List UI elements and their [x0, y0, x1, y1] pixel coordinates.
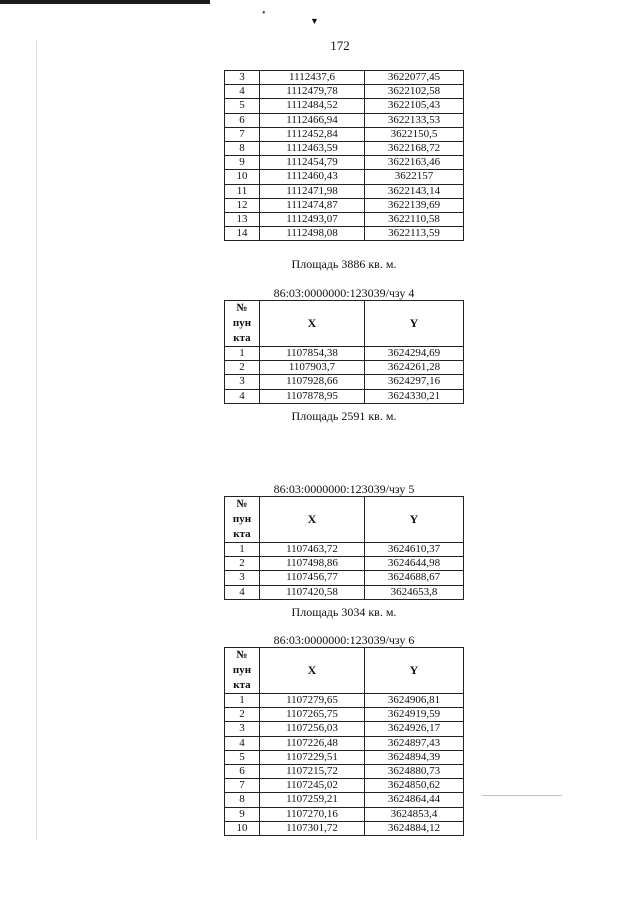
y-coordinate-cell: 3624864,44 [365, 793, 464, 807]
x-coordinate-cell: 1112466,94 [260, 113, 365, 127]
x-coordinate-cell: 1107270,16 [260, 807, 365, 821]
table-row [225, 389, 464, 403]
table-row [225, 793, 464, 807]
y-coordinate-cell: 3622133,53 [365, 113, 464, 127]
point-number-cell: 5 [225, 99, 260, 113]
x-coordinate-cell: 1107265,75 [260, 708, 365, 722]
x-coordinate-cell: 1112437,6 [260, 71, 365, 85]
x-coordinate-cell: 1112452,84 [260, 127, 365, 141]
y-coordinate-cell: 3624850,62 [365, 779, 464, 793]
point-number-cell: 3 [225, 375, 260, 389]
y-coordinate-cell: 3624297,16 [365, 375, 464, 389]
x-coordinate-cell: 1107420,58 [260, 585, 365, 599]
area-caption-1: Площадь 3886 кв. м. [291, 257, 397, 271]
x-coordinate-cell: 1107245,02 [260, 779, 365, 793]
table-row [225, 722, 464, 736]
x-coordinate-cell: 1107226,48 [260, 736, 365, 750]
point-number-cell: 9 [225, 156, 260, 170]
point-number-cell: 2 [225, 361, 260, 375]
x-coordinate-cell: 1107928,66 [260, 375, 365, 389]
x-coordinate-cell: 1112479,78 [260, 85, 365, 99]
x-coordinate-cell: 1112463,59 [260, 142, 365, 156]
x-coordinate-cell: 1107498,86 [260, 557, 365, 571]
scan-artifact-right [482, 795, 562, 796]
point-number-cell: 10 [225, 170, 260, 184]
coordinates-table-1 [224, 70, 464, 241]
point-number-cell: 2 [225, 557, 260, 571]
table-row [225, 184, 464, 198]
point-number-cell: 4 [225, 85, 260, 99]
table-row [225, 142, 464, 156]
y-coordinate-cell: 3622110,58 [365, 213, 464, 227]
table-row [225, 779, 464, 793]
table-row [225, 736, 464, 750]
header-mark-arrow: ▼ [310, 16, 319, 26]
coordinates-table-4 [224, 300, 464, 404]
scan-artifact-left [36, 40, 37, 840]
table-row [225, 213, 464, 227]
coordinates-table-4-body [225, 347, 464, 404]
column-header-y: Y [365, 301, 464, 347]
coordinates-table-5 [224, 496, 464, 600]
area-caption-4: Площадь 2591 кв. м. [291, 409, 397, 423]
area-caption-5: Площадь 3034 кв. м. [291, 605, 397, 619]
parcel-heading-5: 86:03:0000000:123039/чзу 5 [273, 482, 415, 496]
y-coordinate-cell: 3624906,81 [365, 694, 464, 708]
table-row [225, 156, 464, 170]
point-number-cell: 4 [225, 736, 260, 750]
x-coordinate-cell: 1112460,43 [260, 170, 365, 184]
x-coordinate-cell: 1107256,03 [260, 722, 365, 736]
x-coordinate-cell: 1107259,21 [260, 793, 365, 807]
point-number-cell: 4 [225, 585, 260, 599]
parcel-heading-6: 86:03:0000000:123039/чзу 6 [273, 633, 415, 647]
column-header-num-label: № пун кта [232, 649, 252, 691]
y-coordinate-cell: 3622163,46 [365, 156, 464, 170]
table-row [225, 557, 464, 571]
point-number-cell: 12 [225, 198, 260, 212]
point-number-cell: 3 [225, 71, 260, 85]
y-coordinate-cell: 3624926,17 [365, 722, 464, 736]
table-row [225, 821, 464, 835]
point-number-cell: 5 [225, 750, 260, 764]
parcel-heading-4: 86:03:0000000:123039/чзу 4 [273, 286, 415, 300]
table-row [225, 198, 464, 212]
table-row [225, 375, 464, 389]
table-row [225, 750, 464, 764]
y-coordinate-cell: 3622150,5 [365, 127, 464, 141]
point-number-cell: 7 [225, 779, 260, 793]
column-header-x: X [260, 648, 365, 694]
y-coordinate-cell: 3622113,59 [365, 227, 464, 241]
column-header-num [225, 648, 260, 694]
scan-top-bar [0, 0, 210, 4]
table-row [225, 807, 464, 821]
x-coordinate-cell: 1112474,87 [260, 198, 365, 212]
y-coordinate-cell: 3622143,14 [365, 184, 464, 198]
point-number-cell: 2 [225, 708, 260, 722]
y-coordinate-cell: 3622139,69 [365, 198, 464, 212]
y-coordinate-cell: 3624330,21 [365, 389, 464, 403]
point-number-cell: 1 [225, 347, 260, 361]
x-coordinate-cell: 1107878,95 [260, 389, 365, 403]
y-coordinate-cell: 3624261,28 [365, 361, 464, 375]
y-coordinate-cell: 3624688,67 [365, 571, 464, 585]
table-row [225, 347, 464, 361]
coordinates-table-6 [224, 647, 464, 836]
x-coordinate-cell: 1107854,38 [260, 347, 365, 361]
point-number-cell: 13 [225, 213, 260, 227]
table-row [225, 170, 464, 184]
point-number-cell: 8 [225, 793, 260, 807]
x-coordinate-cell: 1112498,08 [260, 227, 365, 241]
y-coordinate-cell: 3624880,73 [365, 765, 464, 779]
y-coordinate-cell: 3622077,45 [365, 71, 464, 85]
table-row [225, 361, 464, 375]
header-mark-dot: • [262, 8, 266, 19]
point-number-cell: 9 [225, 807, 260, 821]
column-header-y: Y [365, 648, 464, 694]
x-coordinate-cell: 1107463,72 [260, 543, 365, 557]
x-coordinate-cell: 1107229,51 [260, 750, 365, 764]
table-row [225, 694, 464, 708]
point-number-cell: 6 [225, 113, 260, 127]
coordinates-table-1-body [225, 71, 464, 241]
table-row [225, 71, 464, 85]
x-coordinate-cell: 1112484,52 [260, 99, 365, 113]
table-row [225, 113, 464, 127]
point-number-cell: 10 [225, 821, 260, 835]
table-row [225, 85, 464, 99]
column-header-num-label: № пун кта [232, 498, 252, 540]
column-header-x: X [260, 301, 365, 347]
coordinates-table-5-body [225, 543, 464, 600]
point-number-cell: 1 [225, 543, 260, 557]
point-number-cell: 1 [225, 694, 260, 708]
y-coordinate-cell: 3624610,37 [365, 543, 464, 557]
table-row [225, 765, 464, 779]
point-number-cell: 7 [225, 127, 260, 141]
y-coordinate-cell: 3624294,69 [365, 347, 464, 361]
point-number-cell: 3 [225, 571, 260, 585]
x-coordinate-cell: 1107301,72 [260, 821, 365, 835]
table-row [225, 571, 464, 585]
table-row [225, 227, 464, 241]
coordinates-table-6-body [225, 694, 464, 836]
column-header-num [225, 301, 260, 347]
y-coordinate-cell: 3622102,58 [365, 85, 464, 99]
column-header-y: Y [365, 497, 464, 543]
y-coordinate-cell: 3624853,4 [365, 807, 464, 821]
point-number-cell: 6 [225, 765, 260, 779]
table-row [225, 99, 464, 113]
table-row [225, 127, 464, 141]
y-coordinate-cell: 3624919,59 [365, 708, 464, 722]
point-number-cell: 11 [225, 184, 260, 198]
table-row [225, 543, 464, 557]
x-coordinate-cell: 1112454,79 [260, 156, 365, 170]
column-header-num [225, 497, 260, 543]
point-number-cell: 8 [225, 142, 260, 156]
column-header-x: X [260, 497, 365, 543]
x-coordinate-cell: 1107903,7 [260, 361, 365, 375]
y-coordinate-cell: 3622168,72 [365, 142, 464, 156]
x-coordinate-cell: 1107215,72 [260, 765, 365, 779]
table-row [225, 585, 464, 599]
point-number-cell: 3 [225, 722, 260, 736]
y-coordinate-cell: 3624653,8 [365, 585, 464, 599]
y-coordinate-cell: 3624884,12 [365, 821, 464, 835]
y-coordinate-cell: 3624644,98 [365, 557, 464, 571]
y-coordinate-cell: 3622105,43 [365, 99, 464, 113]
x-coordinate-cell: 1112471,98 [260, 184, 365, 198]
y-coordinate-cell: 3624894,39 [365, 750, 464, 764]
point-number-cell: 14 [225, 227, 260, 241]
page-number: 172 [330, 38, 350, 53]
y-coordinate-cell: 3624897,43 [365, 736, 464, 750]
x-coordinate-cell: 1107279,65 [260, 694, 365, 708]
table-row [225, 708, 464, 722]
point-number-cell: 4 [225, 389, 260, 403]
column-header-num-label: № пун кта [232, 302, 252, 344]
x-coordinate-cell: 1107456,77 [260, 571, 365, 585]
y-coordinate-cell: 3622157 [365, 170, 464, 184]
x-coordinate-cell: 1112493,07 [260, 213, 365, 227]
